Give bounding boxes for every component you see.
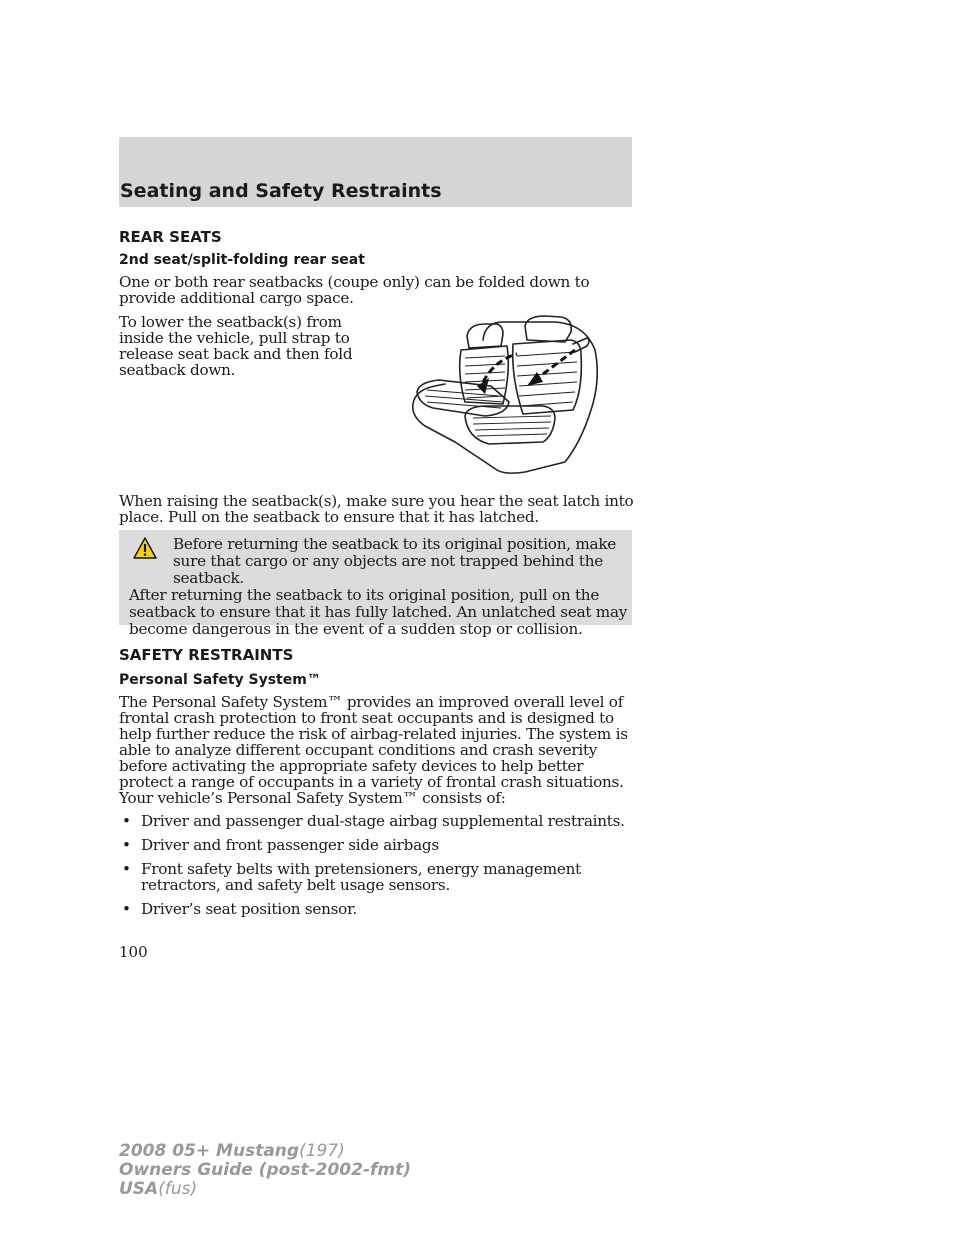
section-title: Seating and Safety Restraints: [120, 180, 442, 202]
rear-seats-heading: REAR SEATS: [119, 228, 222, 246]
list-item: • Driver and passenger dual-stage airbag supplemental restraints.: [122, 812, 625, 830]
lower-seatback-instructions: To lower the seatback(s) from inside the vehicle, pull strap to release seat back and then fold seatback down.: [119, 313, 353, 379]
list-item: • Driver’s seat position sensor.: [122, 900, 357, 918]
footer-guide-type: Owners Guide (post-2002-fmt): [119, 1160, 412, 1180]
safety-components-list: [119, 813, 639, 925]
safety-restraints-heading: SAFETY RESTRAINTS: [119, 646, 294, 664]
footer-model-code: (197): [299, 1141, 345, 1161]
document-footer: [119, 1142, 411, 1199]
split-folding-subheading: 2nd seat/split-folding rear seat: [119, 252, 365, 268]
list-item: • Front safety belts with pretensioners, energy management retractors, and safety belt usage sensors.: [122, 860, 582, 894]
footer-market: USA: [119, 1179, 159, 1199]
raise-seatback-instructions: When raising the seatback(s), make sure you hear the seat latch into place. Pull on the seatback to ensure that it has latched.: [119, 492, 634, 526]
warning-text: [119, 536, 634, 638]
warning-lead-text: Before returning the seatback to its original position, make sure that cargo or any objects are not trapped behind the seatback.: [173, 535, 617, 587]
warning-box: [119, 530, 632, 638]
system-consists-intro: Your vehicle’s Personal Safety System™ consists of:: [119, 789, 506, 807]
personal-safety-system-subheading: Personal Safety System™: [119, 672, 321, 688]
rear-seat-illustration: [405, 310, 605, 475]
footer-model: 2008 05+ Mustang: [119, 1141, 300, 1161]
safety-system-description: The Personal Safety System™ provides an improved overall level of frontal crash protection to front seat occupants and is designed to help further reduce the risk of airbag-related injuries. The system is able to analyze different occupant conditions and crash severity before activating the appropriate safety devices to help better protect a range of occupants in a variety of frontal crash situations.: [119, 693, 628, 791]
list-item: • Driver and front passenger side airbags: [122, 836, 439, 854]
page-number: 100: [119, 943, 148, 961]
warning-rest-text: After returning the seatback to its original position, pull on the seatback to ensure that it has fully latched. An unlatched seat may become dangerous in the event of a sudden stop or collision.: [129, 586, 628, 638]
rear-seats-intro: One or both rear seatbacks (coupe only) can be folded down to provide additional cargo space.: [119, 273, 590, 307]
footer-market-code: (fus): [158, 1179, 198, 1199]
